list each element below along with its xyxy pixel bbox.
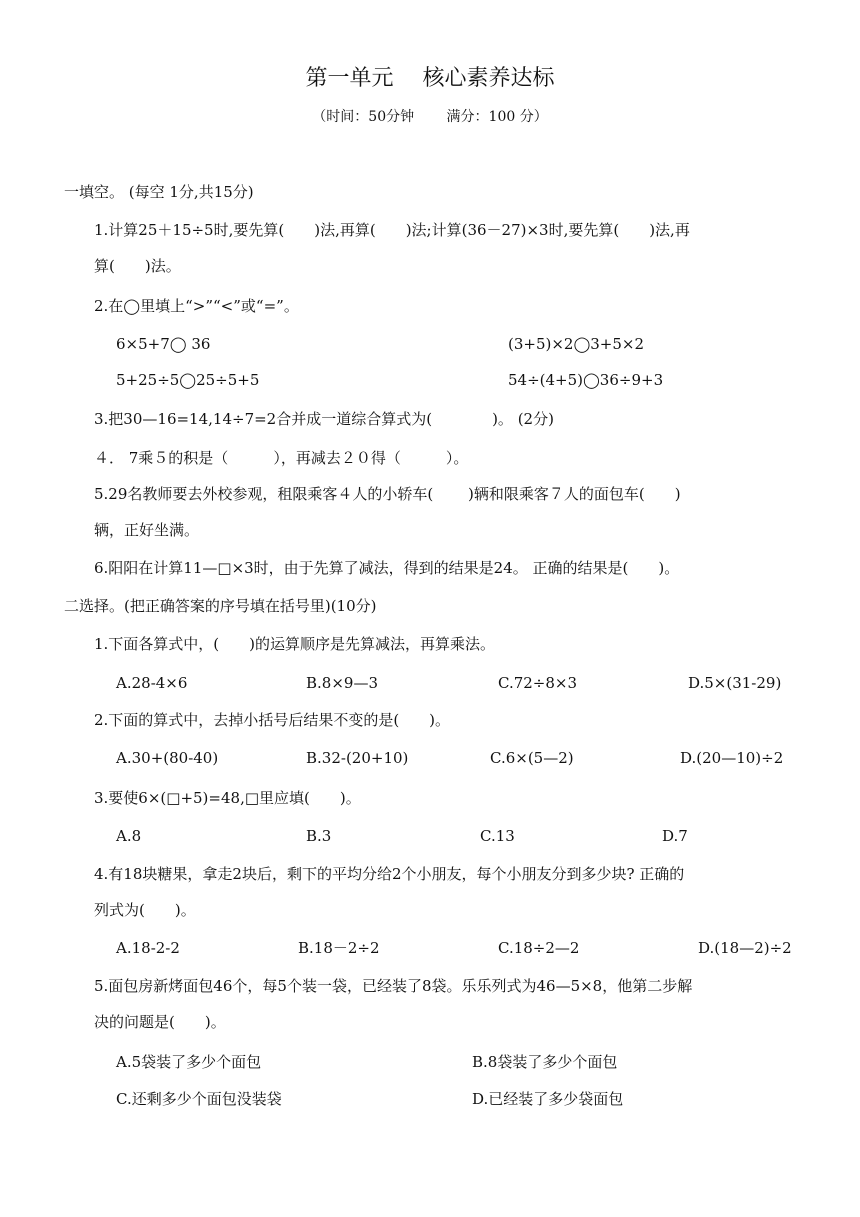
s2-q5-option-c: C.还剩多少个面包没装袋 [116,1090,282,1108]
s1-q2: 2.在◯里填上“>”“<”或“=”。 [94,297,299,315]
s1-q5-line2: 辆，正好坐满。 [94,521,200,539]
s2-q1-option-c: C.72÷8×3 [498,674,578,692]
s2-q2: 2.下面的算式中，去掉小括号后结果不变的是( )。 [94,711,451,729]
s2-q5-option-a: A.5袋装了多少个面包 [116,1053,262,1071]
s1-q3: 3.把30—16=14,14÷7=2合并成一道综合算式为( )。 (2分) [94,410,554,428]
s2-q2-option-c: C.6×(5—2) [490,749,574,767]
s2-q1: 1.下面各算式中，( )的运算顺序是先算减法，再算乘法。 [94,635,496,653]
s2-q5-option-b: B.8袋装了多少个面包 [472,1053,618,1071]
page-title: 第一单元 核心素养达标 [305,66,555,91]
s2-q2-option-d: D.(20—10)÷2 [680,749,784,767]
s1-q6: 6.阳阳在计算11—□×3时，由于先算了减法，得到的结果是24。 正确的结果是( )。 [94,559,680,577]
page-subtitle: （时间：50分钟 满分：100 分） [312,109,548,125]
s1-q4: ４． 7乘５的积是（ ），再减去２０得（ ）。 [94,449,469,467]
s2-q3-option-b: B.3 [306,827,332,845]
s2-q2-option-b: B.32-(20+10) [306,749,409,767]
s2-q4-option-d: D.(18—2)÷2 [698,939,792,957]
s1-q1-line2: 算( )法。 [94,257,181,275]
s2-q3-option-d: D.7 [662,827,688,845]
s2-q4-option-c: C.18÷2—2 [498,939,580,957]
s2-q2-option-a: A.30+(80-40) [116,749,219,767]
s2-q1-option-b: B.8×9—3 [306,674,378,692]
s1-q1-line1: 1.计算25＋15÷5时,要先算( )法,再算( )法;计算(36－27)×3时,要先算( )法,再 [94,221,690,239]
s2-q1-option-d: D.5×(31-29) [688,674,782,692]
s2-q4-option-a: A.18-2-2 [116,939,180,957]
s2-q3-option-c: C.13 [480,827,515,845]
s2-q5-line2: 决的问题是( )。 [94,1013,226,1031]
s1-q2-c: 5+25÷5◯25÷5+5 [116,371,260,389]
s1-q5-line1: 5.29名教师要去外校参观，租限乘客４人的小轿车( )辆和限乘客７人的面包车( ) [94,485,681,503]
s2-q1-option-a: A.28-4×6 [116,674,188,692]
s2-q3-option-a: A.8 [116,827,142,845]
section2-heading: 二选择。(把正确答案的序号填在括号里)(10分) [64,597,377,615]
s1-q2-b: (3+5)×2◯3+5×2 [508,335,645,353]
s1-q2-a: 6×5+7◯ 36 [116,335,211,353]
s2-q4-line2: 列式为( )。 [94,901,196,919]
s2-q5-line1: 5.面包房新烤面包46个，每5个装一袋，已经装了8袋。乐乐列式为46—5×8，他第二步解 [94,977,693,995]
s2-q5-option-d: D.已经装了多少袋面包 [472,1090,624,1108]
s1-q2-d: 54÷(4+5)◯36÷9+3 [508,371,664,389]
s2-q4-option-b: B.18－2÷2 [298,939,380,957]
s2-q3: 3.要使6×(□+5)=48,□里应填( )。 [94,789,361,807]
section1-heading: 一填空。 (每空 1分,共15分) [64,183,254,201]
s2-q4-line1: 4.有18块糖果，拿走2块后，剩下的平均分给2个小朋友，每个小朋友分到多少块? 正确的 [94,865,685,883]
